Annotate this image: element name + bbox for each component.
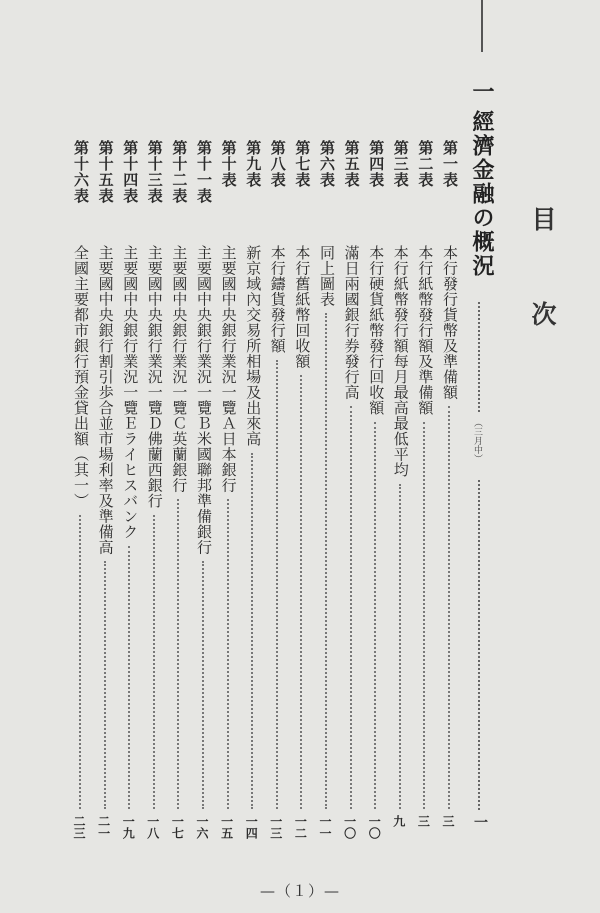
toc-entry-number: 第五表 [342,140,361,188]
toc-entry-label: 主要國中央銀行業況一覽Ｃ英蘭銀行 [170,245,189,493]
section-leader-dots [478,302,480,412]
toc-entry-page: 一六 [195,815,209,839]
toc-entry[interactable] [413,140,435,840]
toc-entry[interactable] [143,140,165,840]
toc-entry-page: 一〇 [342,815,357,839]
toc-entry-label: 主要國中央銀行業況一覽Ｂ米國聯邦準備銀行 [195,245,213,555]
toc-leader-dots [448,406,450,809]
toc-entry-label: 本行紙幣發行額每月最高最低平均 [391,245,410,478]
toc-entry-number: 第九表 [244,140,263,188]
toc-entry-number: 第十三表 [145,140,164,204]
toc-entry-number: 第十二表 [170,140,189,204]
toc-leader-dots [399,484,401,810]
toc-entry[interactable] [315,140,337,840]
toc-entry[interactable] [438,140,460,840]
toc-entry[interactable] [290,140,312,840]
toc-entry-label: 新京域內交易所相場及出來高 [244,245,263,447]
toc-entry-number: 第四表 [367,140,386,188]
toc-entry-number: 第二表 [416,140,435,188]
toc-leader-dots [128,546,130,810]
toc-leader-dots [374,422,376,810]
toc-entry-page: 二三 [72,815,86,839]
toc-entry-page: 一〇 [367,815,382,839]
toc-entry-label: 同上圖表 [318,245,336,307]
toc-entry-label: 主要國中央銀行業況一覽Ｄ佛蘭西銀行 [145,245,164,509]
toc-entry-page: 一九 [121,815,136,839]
margin-rule [481,0,483,52]
toc-entry-page: 一三 [268,815,283,839]
toc-entry-number: 第十五表 [96,140,115,204]
section-note: （三月中） [472,418,482,463]
toc-entry[interactable] [118,140,140,840]
toc-entry-label: 本行紙幣發行額及準備額 [416,245,435,416]
page-footer: —（１）— [259,882,340,900]
toc-entry[interactable] [340,140,362,840]
toc-entry-label: 主要國中央銀行割引歩合並市場利率及準備高 [96,245,115,555]
toc-entry-number: 第十表 [219,140,238,188]
toc-leader-dots [227,499,229,809]
toc-leader-dots [276,360,278,810]
toc-entry-number: 第三表 [391,140,410,188]
toc-entry[interactable] [192,140,214,840]
toc-leader-dots [177,499,179,809]
toc-entry-label: 本行鑄貨發行額 [268,245,287,354]
toc-leader-dots [350,406,352,809]
toc-entry-number: 第十一表 [195,140,213,204]
toc-entry[interactable] [69,140,91,840]
toc-entry[interactable] [389,140,411,840]
toc-entry-label: 主要國中央銀行業況一覽Ｅライヒスバンク [121,245,140,540]
toc-entry-label: 主要國中央銀行業況一覽Ａ日本銀行 [219,245,238,493]
toc-entry-page: 三 [416,815,431,827]
toc-entry-number: 第六表 [318,140,336,188]
toc-leader-dots [423,422,425,810]
toc-entry-page: 一一 [318,815,332,839]
toc-entry[interactable] [364,140,386,840]
toc-entry-page: 一四 [244,815,259,839]
toc-entry-page: 三 [441,815,455,827]
toc-leader-dots [300,375,302,809]
toc-entry-number: 第八表 [268,140,287,188]
toc-entry-label: 本行硬貨紙幣發行回收額 [367,245,386,416]
toc-entry-number: 第七表 [293,140,312,188]
toc-entry-number: 第十六表 [72,140,90,204]
page-title: 目次 [528,206,557,396]
toc-entry-label: 本行舊紙幣回收額 [293,245,312,369]
toc-entry-page: 九 [391,815,406,827]
toc-entry[interactable] [217,140,239,840]
toc-leader-dots [251,453,253,810]
toc-leader-dots [153,515,155,810]
toc-entry-number: 第一表 [441,140,459,188]
toc-entry-label: 全國主要都市銀行預金貸出額（其一） [72,245,90,509]
toc-entry-number: 第十四表 [121,140,140,204]
toc-entry[interactable] [266,140,288,840]
toc-entry-page: 一五 [219,815,234,839]
section-page-number: 一 [472,815,488,829]
toc-entry-page: 一七 [170,815,185,839]
toc-leader-dots [79,515,81,810]
toc-entry-label: 滿日兩國銀行券發行高 [342,245,361,400]
toc-entry[interactable] [94,140,116,840]
toc-leader-dots [104,561,106,809]
section-number: 一 [469,80,495,102]
section-leader-dots [478,480,480,810]
toc-leader-dots [325,313,327,809]
toc-entry-page: 一八 [145,815,160,839]
section-title: 經濟金融の概況 [469,110,495,278]
toc-entry-page: 二一 [96,815,111,839]
toc-entry[interactable] [167,140,189,840]
toc-entry-page: 一二 [293,815,308,839]
toc-leader-dots [202,561,204,809]
toc-entry[interactable] [241,140,263,840]
toc-entry-label: 本行發行貨幣及準備額 [441,245,459,400]
